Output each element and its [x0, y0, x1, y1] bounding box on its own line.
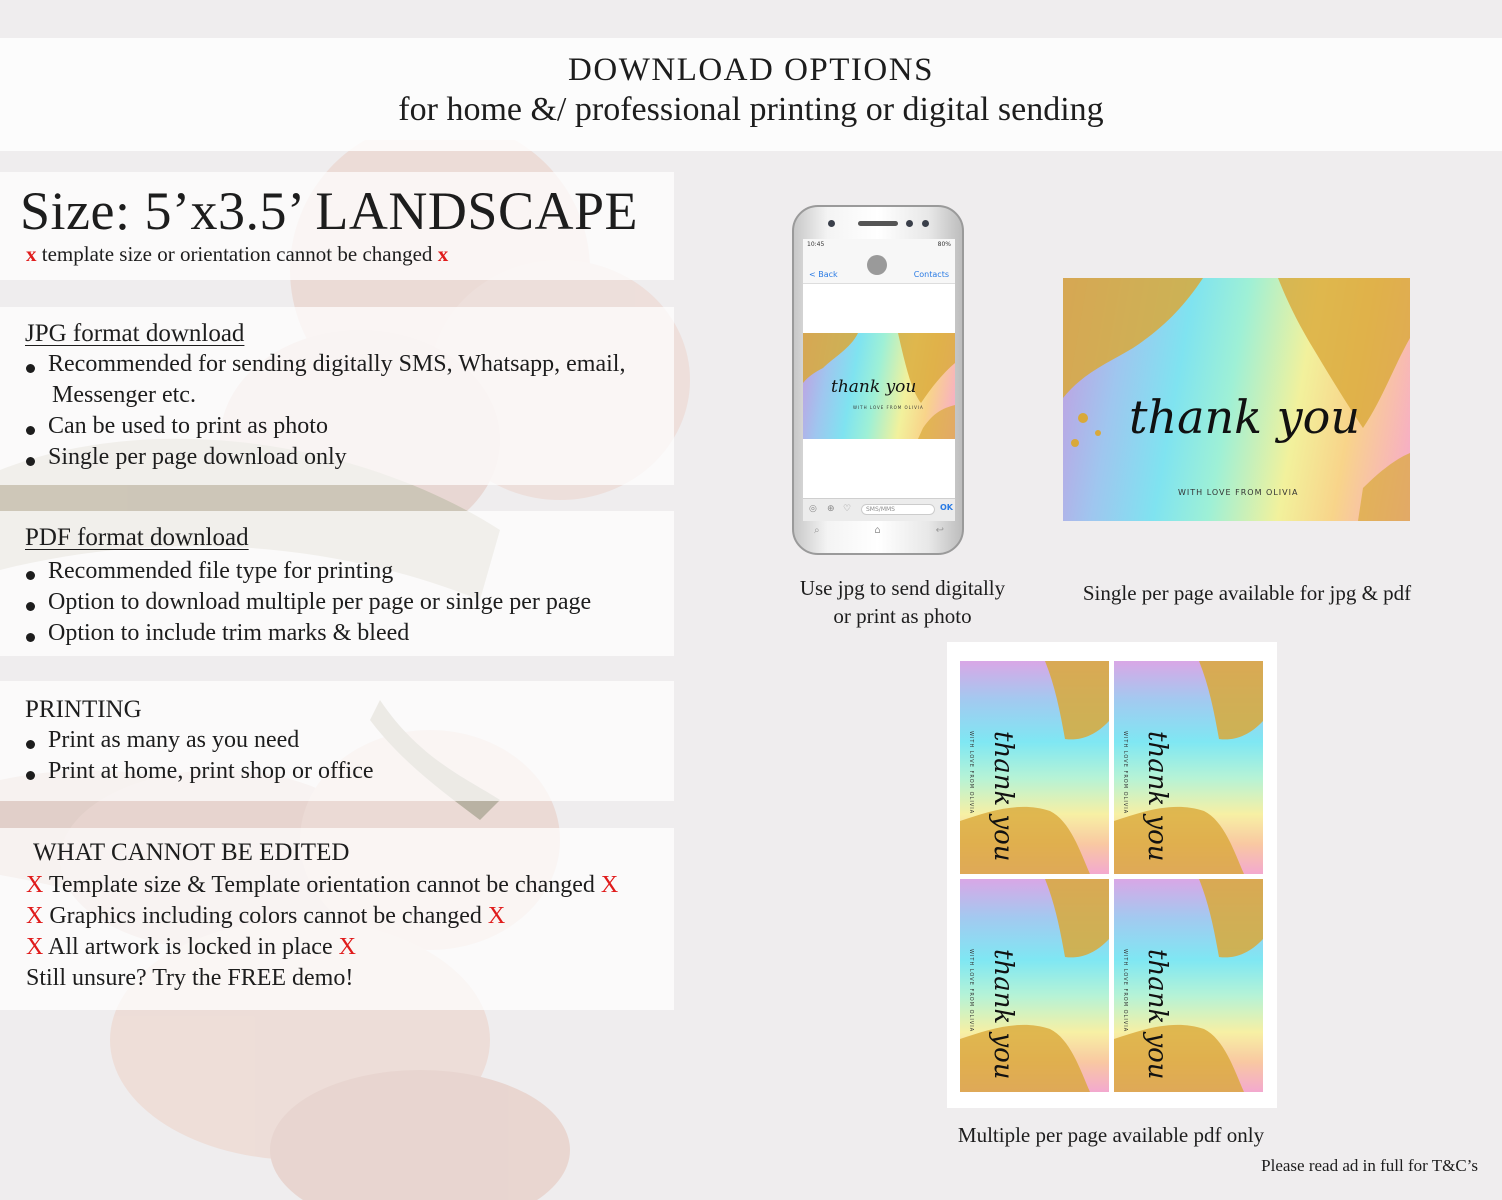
- camera-icon[interactable]: ◎: [809, 504, 817, 514]
- list-item: Print as many as you need: [26, 725, 674, 756]
- x-mark-icon: X: [26, 934, 44, 960]
- bullet-icon: [26, 740, 35, 749]
- list-item: Single per page download only: [26, 442, 674, 473]
- card-script-text: thank you: [1142, 949, 1172, 1080]
- restriction-item: X All artwork is locked in place X: [26, 934, 356, 960]
- send-button[interactable]: OK: [940, 503, 953, 512]
- phone-screen: [803, 239, 955, 521]
- list-item-continuation: Messenger etc.: [52, 382, 196, 408]
- multi-caption: Multiple per page available pdf only: [957, 1123, 1265, 1147]
- restrictions-title: WHAT CANNOT BE EDITED: [33, 839, 350, 866]
- phone-mockup: [792, 205, 964, 555]
- card-sub-text: WITH LOVE FROM OLIVIA: [1178, 488, 1299, 497]
- card-tile: [960, 879, 1109, 1092]
- bullet-icon: [26, 457, 35, 466]
- x-mark-icon: X: [26, 903, 44, 929]
- footer-note: Please read ad in full for T&C’s: [1261, 1156, 1478, 1175]
- single-card-preview: [1063, 278, 1410, 521]
- card-tile: [960, 661, 1109, 874]
- bullet-icon: [26, 633, 35, 642]
- list-item: Can be used to print as photo: [26, 411, 674, 442]
- sensor-icon: [906, 220, 913, 227]
- heart-icon[interactable]: ♡: [843, 504, 852, 514]
- card-tile: [1114, 661, 1263, 874]
- sms-input[interactable]: SMS/MMS: [861, 504, 935, 515]
- card-script-text: thank you: [1129, 390, 1360, 444]
- sensor-icon: [922, 220, 929, 227]
- printing-title: PRINTING: [25, 696, 142, 723]
- list-item: Print at home, print shop or office: [26, 756, 674, 787]
- card-sub-text: WITH LOVE FROM OLIVIA: [968, 731, 974, 815]
- bullet-icon: [26, 571, 35, 580]
- page-subtitle: for home &/ professional printing or digital sending: [398, 91, 1104, 128]
- printing-list: [0, 725, 674, 787]
- page-title: DOWNLOAD OPTIONS: [568, 52, 934, 88]
- pdf-list: [0, 556, 674, 649]
- card-script-text: thank you: [1142, 731, 1172, 862]
- card-sub-text: WITH LOVE FROM OLIVIA: [968, 949, 974, 1033]
- phone-home-bar: [814, 525, 944, 543]
- restriction-item: X Graphics including colors cannot be changed X: [26, 903, 506, 929]
- pdf-panel: [0, 511, 674, 656]
- card-sub-text: WITH LOVE FROM OLIVIA: [853, 405, 924, 410]
- size-note: [26, 240, 674, 268]
- card-script-text: thank you: [831, 377, 917, 397]
- gold-glitter: [960, 879, 1109, 1092]
- search-icon: ⌕: [814, 525, 820, 536]
- bullet-icon: [26, 771, 35, 780]
- demo-note: Still unsure? Try the FREE demo!: [26, 965, 354, 991]
- card-preview-phone: [803, 333, 955, 439]
- x-mark-icon: X: [338, 934, 356, 960]
- card-sub-text: WITH LOVE FROM OLIVIA: [1122, 731, 1128, 815]
- jpg-panel: [0, 307, 674, 485]
- speaker-icon: [858, 221, 898, 226]
- size-title: Size: 5’x3.5’ LANDSCAPE: [20, 181, 638, 241]
- printing-panel: [0, 681, 674, 801]
- jpg-list: [0, 349, 674, 473]
- single-caption: Single per page available for jpg & pdf: [1082, 581, 1412, 605]
- flower-background: [0, 140, 760, 1200]
- bullet-icon: [26, 426, 35, 435]
- gold-glitter: [960, 661, 1109, 874]
- x-mark-icon: x: [437, 242, 449, 266]
- card-sub-text: WITH LOVE FROM OLIVIA: [1122, 949, 1128, 1033]
- back-button[interactable]: < Back: [809, 270, 838, 279]
- multi-print-sheet: [947, 642, 1277, 1108]
- apps-icon[interactable]: ⊕: [827, 504, 835, 514]
- x-mark-icon: X: [26, 872, 44, 898]
- gold-glitter: [1114, 879, 1263, 1092]
- x-mark-icon: x: [26, 242, 37, 266]
- x-mark-icon: X: [487, 903, 506, 929]
- contacts-button[interactable]: Contacts: [913, 270, 949, 279]
- home-icon: ⌂: [874, 525, 881, 536]
- bullet-icon: [26, 602, 35, 611]
- x-mark-icon: X: [600, 872, 619, 898]
- list-item: Option to download multiple per page or sinlge per page: [26, 587, 674, 618]
- pdf-title: PDF format download: [25, 524, 249, 551]
- list-item: Recommended for sending digitally SMS, Whatsapp, email,: [26, 349, 674, 380]
- size-panel: [0, 172, 674, 280]
- restriction-item: X Template size & Template orientation cannot be changed X: [26, 872, 619, 898]
- header-banner: [0, 38, 1502, 151]
- card-tile: [1114, 879, 1263, 1092]
- message-input-bar: [803, 498, 955, 521]
- list-item: Recommended file type for printing: [26, 556, 674, 587]
- gold-glitter: [1114, 661, 1263, 874]
- restrictions-panel: [0, 828, 674, 1010]
- avatar-icon: [867, 255, 887, 275]
- list-item: Option to include trim marks & bleed: [26, 618, 674, 649]
- phone-caption: Use jpg to send digitally or print as photo: [799, 576, 1006, 628]
- jpg-title: JPG format download: [25, 320, 245, 347]
- back-icon: ↩: [935, 525, 944, 536]
- message-nav: [803, 253, 955, 284]
- size-note-text: template size or orientation cannot be changed: [41, 242, 433, 266]
- card-script-text: thank you: [988, 949, 1018, 1080]
- bullet-icon: [26, 364, 35, 373]
- card-script-text: thank you: [988, 731, 1018, 862]
- status-bar: 10:45 80%: [803, 239, 955, 253]
- camera-icon: [828, 220, 835, 227]
